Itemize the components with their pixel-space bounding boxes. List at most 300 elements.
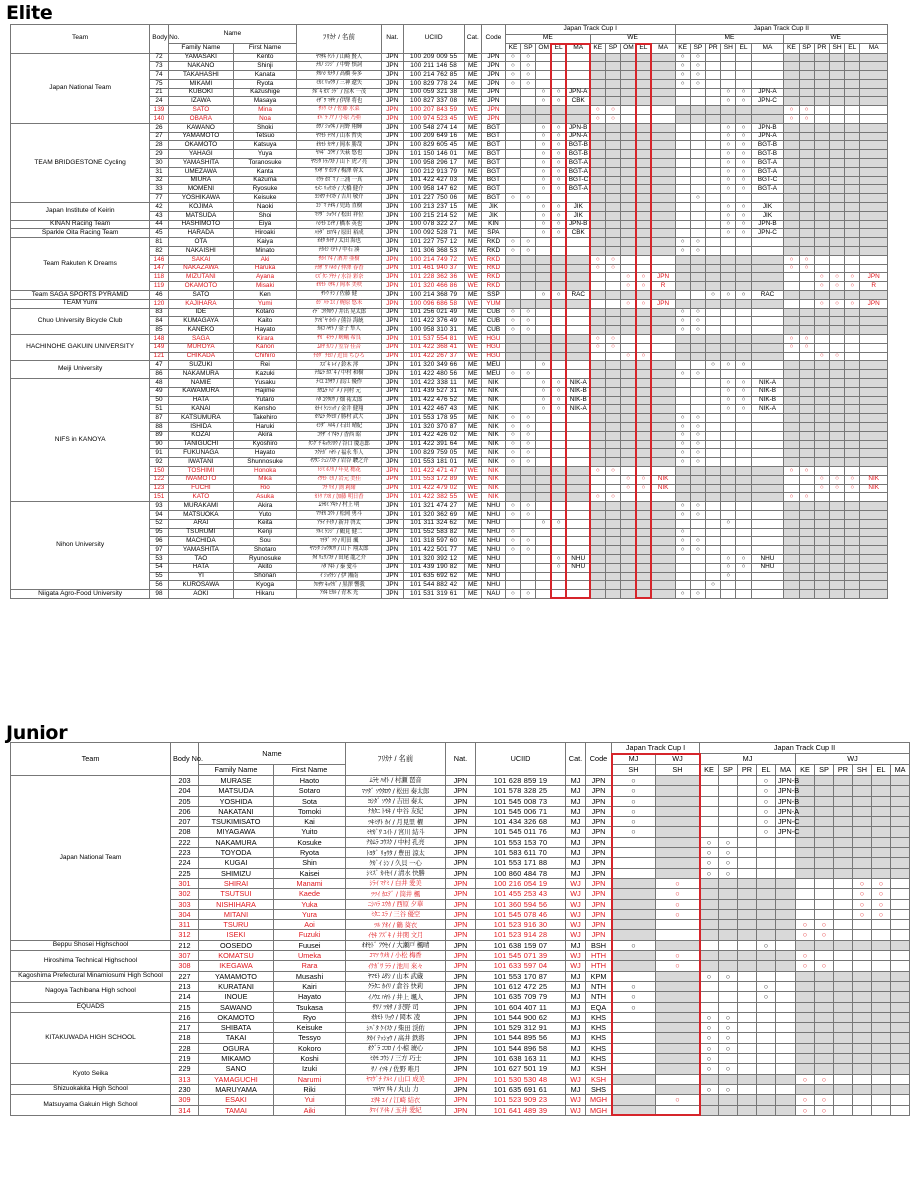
entry-mark (872, 1095, 891, 1105)
family-name: MATSUDA (199, 786, 274, 796)
kana-name: ｶﾂﾑﾗ ﾀｹﾋﾛ / 勝村 武大 (297, 414, 382, 423)
uci-id: 101 529 312 91 (476, 1023, 566, 1033)
entry-mark (505, 361, 520, 370)
kana-name: ｼﾐｽﾞ ｶｲｾｲ / 清水 快勝 (346, 868, 446, 878)
kana-name: ﾖｼｶﾜ ｹｲｽｹ / 吉川 敬介 (297, 194, 382, 203)
first-name: Sota (274, 796, 346, 806)
nationality: JPN (446, 899, 476, 909)
entry-mark (706, 502, 721, 511)
entry-row (11, 53, 888, 62)
category: MJ (566, 1054, 586, 1064)
category: WJ (566, 899, 586, 909)
relay-team-code (860, 106, 888, 115)
entry-mark: ○ (675, 308, 690, 317)
body-number: 21 (150, 88, 168, 97)
uci-id: 100 212 913 79 (403, 167, 464, 176)
uci-id: 101 306 368 53 (403, 247, 464, 256)
entry-mark (799, 194, 814, 203)
entry-mark (799, 185, 814, 194)
entry-mark (799, 211, 814, 220)
entry-mark (814, 581, 829, 590)
body-number: 95 (150, 528, 168, 537)
entry-mark (757, 899, 776, 909)
kana-name: ﾔﾏﾓﾄ ﾑｻｼ / 山本 武蔵 (346, 971, 446, 981)
entry-mark (521, 150, 536, 159)
entry-mark: ○ (675, 53, 690, 62)
kana-name: ﾔﾏｼﾀ ﾄﾗﾉｽｹ / 山下 虎ノ亮 (297, 159, 382, 168)
entry-mark (505, 106, 520, 115)
body-number: 214 (171, 992, 199, 1002)
category: MJ (566, 981, 586, 991)
entry-mark: ○ (505, 546, 520, 555)
entry-mark (891, 1043, 910, 1053)
body-number: 213 (171, 981, 199, 991)
entry-mark (706, 554, 721, 563)
first-name: Shoki (233, 123, 296, 132)
entry-mark (845, 71, 860, 80)
team-code: JPN (586, 817, 612, 827)
entry-mark: ○ (656, 909, 700, 919)
entry-mark (796, 1033, 815, 1043)
entry-mark (706, 308, 721, 317)
entry-mark (590, 405, 605, 414)
entry-mark: ○ (621, 273, 636, 282)
kana-name: ｵｶﾓﾄ ﾘｮｳ / 岡本 凌 (346, 1012, 446, 1022)
first-name: Fuusei (274, 940, 346, 950)
entry-mark: ○ (675, 502, 690, 511)
family-name: MURAKAMI (168, 502, 233, 511)
entry-mark (590, 546, 605, 555)
kana-name: ﾄﾖﾀﾞ ﾘｮｳﾀ / 豊田 涼太 (346, 848, 446, 858)
entry-mark: ○ (736, 97, 751, 106)
event-col-header: MA (860, 44, 888, 54)
body-number: 85 (150, 326, 168, 335)
entry-mark: ○ (736, 396, 751, 405)
entry-row (11, 502, 888, 511)
team-code: EQA (586, 1002, 612, 1012)
entry-mark (799, 537, 814, 546)
category: ME (464, 326, 481, 335)
entry-mark (814, 537, 829, 546)
kana-name: ﾂﾙﾐ ｹﾝｼﾞ / 鶴見 健二 (297, 528, 382, 537)
entry-mark (621, 440, 636, 449)
entry-mark (636, 71, 651, 80)
first-name: Noa (233, 115, 296, 124)
entry-mark (799, 167, 814, 176)
category: ME (464, 414, 481, 423)
relay-team-code: NIK-B (566, 387, 590, 396)
team-name: Kyoto Seika (11, 1064, 171, 1085)
entry-mark: ○ (845, 475, 860, 484)
first-name: Ryo (274, 1012, 346, 1022)
cup1-mj-header: MJ (612, 754, 656, 765)
relay-team-code (751, 361, 784, 370)
entry-mark (829, 370, 844, 379)
team-code: HTH (586, 961, 612, 971)
entry-mark: ○ (690, 440, 705, 449)
entry-mark (845, 203, 860, 212)
uci-id: 101 422 338 11 (403, 378, 464, 387)
entry-mark (636, 510, 651, 519)
entry-mark: ○ (719, 1023, 738, 1033)
entry-mark (814, 466, 829, 475)
body-number: 207 (171, 817, 199, 827)
first-name: Umeka (274, 951, 346, 961)
entry-mark: ○ (700, 1012, 719, 1022)
entry-mark (736, 343, 751, 352)
relay-team-code (776, 951, 796, 961)
event-col-header: KE (700, 765, 719, 776)
first-name: Ayana (233, 273, 296, 282)
relay-team-code (860, 71, 888, 80)
entry-mark: ○ (736, 150, 751, 159)
entry-mark (605, 510, 620, 519)
entry-mark (536, 352, 551, 361)
entry-mark (706, 493, 721, 502)
category: WJ (566, 889, 586, 899)
entry-mark (845, 528, 860, 537)
entry-mark (796, 981, 815, 991)
nationality: JPN (381, 229, 403, 238)
kana-name: ｺｳｻﾞｲ ｱｷﾗ / 香西 昭 (297, 431, 382, 440)
entry-mark (636, 53, 651, 62)
entry-mark: ○ (551, 291, 566, 300)
entry-mark (536, 79, 551, 88)
entry-mark (834, 930, 853, 940)
category: ME (464, 449, 481, 458)
entry-mark: ○ (757, 827, 776, 837)
family-name: YOSHIDA (199, 796, 274, 806)
entry-mark: ○ (536, 378, 551, 387)
entry-mark: ○ (505, 247, 520, 256)
entry-mark: ○ (536, 97, 551, 106)
team-code: JPN (586, 868, 612, 878)
entry-mark: ○ (814, 484, 829, 493)
entry-mark (799, 352, 814, 361)
relay-team-code (566, 238, 590, 247)
entry-mark (505, 493, 520, 502)
entry-mark (891, 817, 910, 827)
entry-mark (799, 414, 814, 423)
entry-mark (721, 343, 736, 352)
team-code: KSH (586, 1064, 612, 1074)
category: ME (464, 229, 481, 238)
entry-mark (845, 440, 860, 449)
entry-mark (736, 431, 751, 440)
entry-mark (891, 878, 910, 888)
family-name: SATO (168, 291, 233, 300)
entry-mark: ○ (675, 528, 690, 537)
entry-mark (636, 581, 651, 590)
category: WE (464, 484, 481, 493)
relay-team-code: NHU (566, 554, 590, 563)
first-name: Kento (233, 53, 296, 62)
entry-mark (829, 132, 844, 141)
entry-mark (829, 528, 844, 537)
entry-mark: ○ (675, 414, 690, 423)
entry-mark (656, 1084, 700, 1094)
team-code: JIK (481, 203, 505, 212)
entry-mark (536, 475, 551, 484)
body-number: 75 (150, 79, 168, 88)
entry-mark (656, 1105, 700, 1115)
entry-mark: ○ (505, 422, 520, 431)
entry-mark (814, 229, 829, 238)
team-code: BGT (481, 150, 505, 159)
first-name: Kirara (233, 335, 296, 344)
family-name: KURATANI (199, 981, 274, 991)
body-number: 47 (150, 361, 168, 370)
entry-mark (656, 930, 700, 940)
body-number: 77 (150, 194, 168, 203)
relay-team-code (651, 449, 675, 458)
team-code: NIK (481, 458, 505, 467)
entry-mark (551, 106, 566, 115)
entry-mark (605, 475, 620, 484)
kana-name: ﾐﾀﾆ ﾕﾗ / 三谷 優空 (346, 909, 446, 919)
category: MJ (566, 858, 586, 868)
entry-mark (845, 238, 860, 247)
entry-mark (814, 510, 829, 519)
entry-mark: ○ (721, 387, 736, 396)
entry-mark (621, 291, 636, 300)
family-name: YOSHIKAWA (168, 194, 233, 203)
entry-mark (590, 88, 605, 97)
entry-mark: ○ (675, 422, 690, 431)
entry-mark (784, 62, 799, 71)
first-name: Manami (274, 878, 346, 888)
entry-mark (757, 1095, 776, 1105)
entry-mark (675, 255, 690, 264)
entry-mark: ○ (700, 1064, 719, 1074)
entry-mark (621, 71, 636, 80)
entry-mark (521, 229, 536, 238)
kana-name: ﾑﾗｶﾐ ｱｷﾗ / 村上 明 (297, 502, 382, 511)
team-code: JPN (481, 62, 505, 71)
entry-mark (621, 97, 636, 106)
entry-mark: ○ (700, 848, 719, 858)
category: ME (464, 546, 481, 555)
body-number: 139 (150, 106, 168, 115)
entry-mark: ○ (590, 255, 605, 264)
first-name: Haruka (233, 264, 296, 273)
entry-mark (590, 484, 605, 493)
entry-mark (536, 71, 551, 80)
entry-mark (829, 510, 844, 519)
entry-mark (784, 97, 799, 106)
entry-mark: ○ (845, 299, 860, 308)
kana-name: ﾐｳﾗ ｶｽﾞﾏ / 三浦 一真 (297, 176, 382, 185)
entry-mark (784, 79, 799, 88)
entry-mark (829, 106, 844, 115)
relay-team-code (566, 247, 590, 256)
entry-mark (612, 961, 656, 971)
category: WJ (566, 1105, 586, 1115)
relay-team-code (751, 264, 784, 273)
relay-team-code: BGT-A (751, 159, 784, 168)
entry-mark (814, 123, 829, 132)
event-col-header: SP (799, 44, 814, 54)
kana-name: ｵｶﾓﾄ ｶﾂﾔ / 岡本 勝哉 (297, 141, 382, 150)
entry-mark: ○ (675, 440, 690, 449)
entry-mark (690, 211, 705, 220)
body-number: 303 (171, 899, 199, 909)
relay-team-code (651, 502, 675, 511)
team-code: JPN (586, 806, 612, 816)
entry-mark (872, 951, 891, 961)
entry-mark (621, 335, 636, 344)
entry-mark (891, 1012, 910, 1022)
relay-team-code (860, 458, 888, 467)
relay-team-code (651, 581, 675, 590)
entry-mark (845, 405, 860, 414)
family-name: TSURU (199, 920, 274, 930)
entry-mark (738, 1074, 757, 1084)
entry-mark (690, 396, 705, 405)
event-col-header: PR (814, 44, 829, 54)
kana-name: ｱｵｷ ﾋｶﾙ / 青木 光 (297, 590, 382, 599)
relay-team-code (751, 519, 784, 528)
entry-mark (521, 475, 536, 484)
entry-mark: ○ (721, 229, 736, 238)
relay-team-code (860, 194, 888, 203)
entry-mark (656, 786, 700, 796)
entry-mark (621, 167, 636, 176)
entry-mark (551, 326, 566, 335)
entry-mark: ○ (721, 220, 736, 229)
entry-mark (551, 79, 566, 88)
uci-id: 100 092 528 71 (403, 229, 464, 238)
entry-mark (612, 1084, 656, 1094)
uci-id: 101 544 882 42 (403, 581, 464, 590)
entry-mark (590, 167, 605, 176)
kana-name: ﾔﾏｻｷ ｹﾝﾄ / 山崎 賢人 (297, 53, 382, 62)
relay-team-code (566, 590, 590, 599)
entry-mark (834, 909, 853, 919)
team-code: JPN (586, 837, 612, 847)
entry-mark (815, 981, 834, 991)
entry-mark (738, 981, 757, 991)
relay-team-code (776, 1105, 796, 1115)
entry-mark (675, 299, 690, 308)
entry-mark (636, 62, 651, 71)
entry-mark (796, 1002, 815, 1012)
entry-mark: ○ (814, 299, 829, 308)
relay-team-code (566, 502, 590, 511)
entry-mark (815, 1002, 834, 1012)
entry-mark (721, 449, 736, 458)
entry-mark (521, 378, 536, 387)
entry-mark (834, 817, 853, 827)
entry-mark (706, 590, 721, 599)
entry-mark (799, 431, 814, 440)
kana-name: ｳﾒｻﾞﾜ ｶﾝﾀ / 梅澤 幹太 (297, 167, 382, 176)
entry-mark (799, 79, 814, 88)
entry-mark: ○ (690, 79, 705, 88)
entry-mark (690, 572, 705, 581)
entry-mark (721, 264, 736, 273)
entry-mark (590, 528, 605, 537)
entry-mark: ○ (815, 930, 834, 940)
body-number: 149 (150, 343, 168, 352)
entry-mark: ○ (814, 352, 829, 361)
entry-mark (834, 1023, 853, 1033)
entry-mark: ○ (757, 796, 776, 806)
entry-mark (845, 502, 860, 511)
uci-id: 101 422 376 49 (403, 317, 464, 326)
entry-mark (872, 981, 891, 991)
entry-mark (721, 282, 736, 291)
entry-mark (784, 317, 799, 326)
relay-team-code (651, 159, 675, 168)
category: ME (464, 387, 481, 396)
entry-mark (621, 378, 636, 387)
uci-id: 101 320 370 87 (403, 422, 464, 431)
entry-mark: ○ (521, 537, 536, 546)
entry-mark: ○ (675, 71, 690, 80)
entry-mark (700, 961, 719, 971)
entry-mark: ○ (690, 308, 705, 317)
uci-id: 101 612 472 25 (476, 981, 566, 991)
entry-mark (834, 1054, 853, 1064)
entry-mark (719, 796, 738, 806)
nationality: JPN (381, 247, 403, 256)
entry-mark (784, 88, 799, 97)
entry-mark (814, 88, 829, 97)
body-number: 218 (171, 1033, 199, 1043)
entry-mark (656, 796, 700, 806)
entry-mark (736, 238, 751, 247)
entry-mark: ○ (536, 185, 551, 194)
entry-mark (829, 159, 844, 168)
entry-mark (590, 53, 605, 62)
family-name: OGURA (199, 1043, 274, 1053)
family-name: INOUE (199, 992, 274, 1002)
entry-mark (721, 422, 736, 431)
entry-mark (784, 370, 799, 379)
uci-id: 101 228 362 36 (403, 273, 464, 282)
body-number: 32 (150, 176, 168, 185)
relay-team-code (651, 123, 675, 132)
entry-mark: ○ (845, 484, 860, 493)
uci-id: 101 633 597 04 (476, 961, 566, 971)
entry-mark (736, 308, 751, 317)
entry-mark: ○ (536, 519, 551, 528)
entry-mark (706, 88, 721, 97)
entry-mark (621, 62, 636, 71)
entry-mark (719, 878, 738, 888)
relay-team-code: NIK-A (566, 378, 590, 387)
entry-mark (872, 806, 891, 816)
kana-name: ﾀﾆｸﾞﾁ ｷｮｳｼﾛｳ / 谷口 慶志郎 (297, 440, 382, 449)
relay-team-code (651, 510, 675, 519)
entry-mark (845, 493, 860, 502)
team-name: EQUADS (11, 1002, 171, 1012)
team-code: KHS (586, 1023, 612, 1033)
kana-name: ﾀｶｲ ﾃｯｼｮｳ / 高井 鉄将 (346, 1033, 446, 1043)
uci-id: 101 545 011 76 (476, 827, 566, 837)
entry-mark (690, 255, 705, 264)
entry-mark: ○ (719, 858, 738, 868)
relay-team-code: JPN-C (776, 817, 796, 827)
family-name: TSURUMI (168, 528, 233, 537)
entry-mark (738, 899, 757, 909)
entry-mark (700, 1105, 719, 1115)
kana-name: ﾏﾂｵｶ ﾕｳﾄ / 松岡 勇斗 (297, 510, 382, 519)
first-name: Sotaro (274, 786, 346, 796)
first-name: Keisuke (274, 1023, 346, 1033)
nationality: JPN (381, 502, 403, 511)
